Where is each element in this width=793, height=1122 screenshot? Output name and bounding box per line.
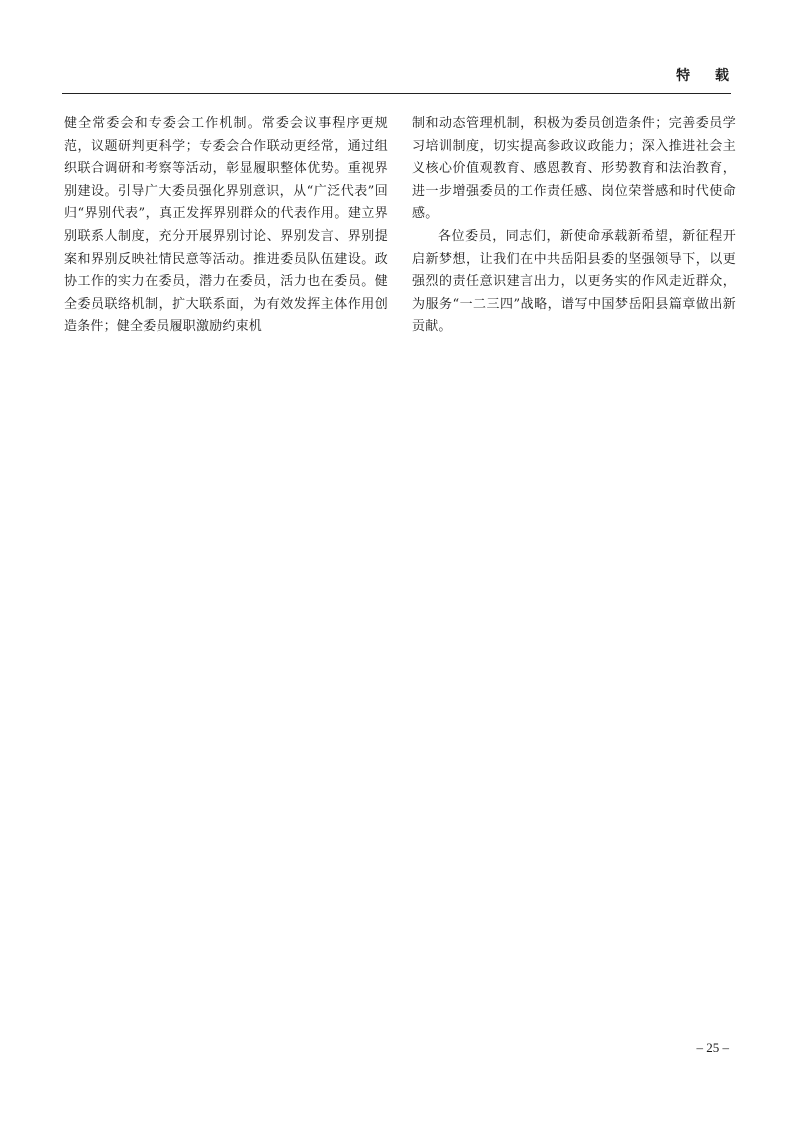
header-rule <box>62 93 731 94</box>
section-title: 特 载 <box>676 68 739 84</box>
right-column <box>412 113 736 339</box>
paragraph: 健全常委会和专委会工作机制。常委会议事程序更规范，议题研判更科学；专委会合作联动更经常，通过组织联合调研和考察等活动，彰显履职整体优势。重视界别建设。引导广大委员强化界别意识，从“广泛代表”回归“界别代表”，真正发挥界别群众的代表作用。建立界别联系人制度，充分开展界别讨论、界别发言、界别提案和界别反映社情民意等活动。推进委员队伍建设。政协工作的实力在委员，潜力在委员，活力也在委员。健全委员联络机制，扩大联系面，为有效发挥主体作用创造条件；健全委员履职激励约束机 <box>64 116 388 335</box>
paragraph: 各位委员，同志们，新使命承载新希望，新征程开启新梦想，让我们在中共岳阳县委的坚强领导下，以更强烈的责任意识建言出力，以更务实的作风走近群众，为服务“一二三四”战略，谱写中国梦岳阳县篇章做出新贡献。 <box>412 228 736 335</box>
running-header <box>62 66 739 94</box>
left-column <box>64 113 388 339</box>
paragraph: 制和动态管理机制，积极为委员创造条件；完善委员学习培训制度，切实提高参政议政能力；深入推进社会主义核心价值观教育、感恩教育、形势教育和法治教育，进一步增强委员的工作责任感、岗位荣誉感和时代使命感。 <box>412 116 736 222</box>
page-number: – 25 – <box>696 1040 729 1055</box>
